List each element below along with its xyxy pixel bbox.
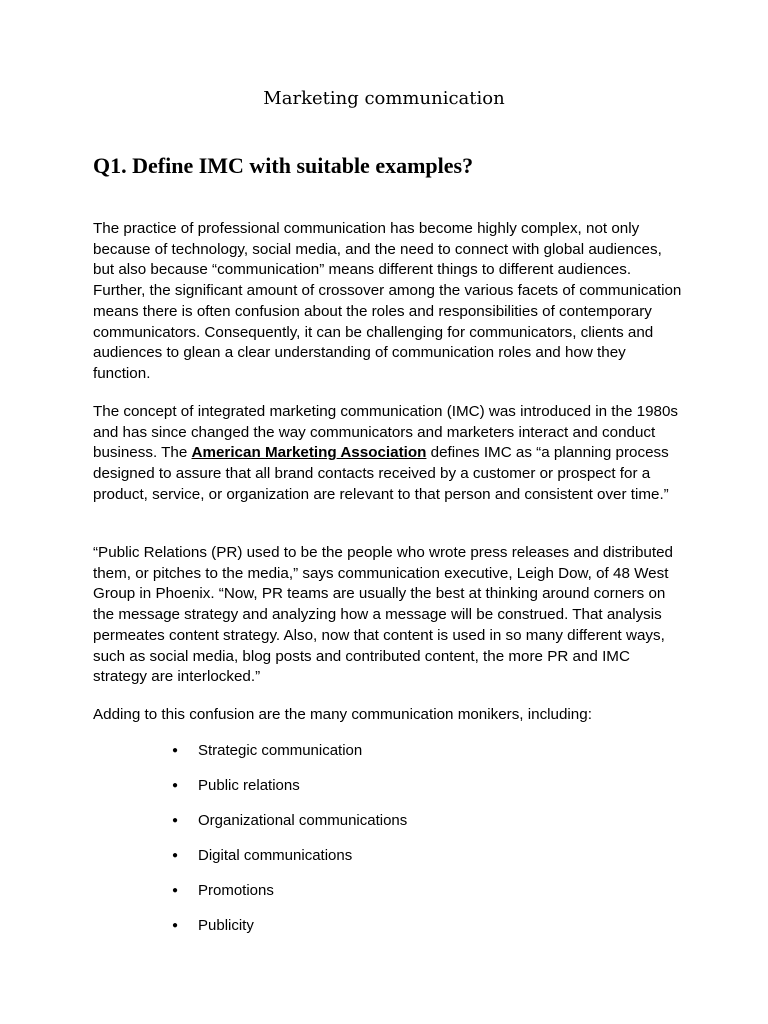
moniker-list bbox=[172, 740, 407, 950]
bullet-icon: ● bbox=[172, 745, 179, 756]
bullet-icon: ● bbox=[172, 780, 179, 791]
list-item-label: Public relations bbox=[198, 777, 300, 794]
ama-link[interactable]: American Marketing Association bbox=[191, 444, 427, 462]
paragraph-text: The concept of integrated marketing communication (IMC) was introduced in the 1980s and has since changed the way communicators and marketers interact and conduct business. The bbox=[93, 403, 679, 462]
paragraph-pr-quote: “Public Relations (PR) used to be the people who wrote press releases and distributed them, or pitches to the media,” says communication executive, Leigh Dow, of 48 West Group in Phoenix. “Now, PR teams are usually the best at thinking around corners on the message strategy and analyzing how a message will be construed. That analysis permeates content strategy. Also, now that content is used in so many different ways, such as social media, blog posts and contributed content, the more PR and IMC strategy are interlocked.” bbox=[93, 544, 673, 686]
list-item bbox=[172, 740, 407, 775]
list-item bbox=[172, 845, 407, 880]
list-item-label: Publicity bbox=[198, 917, 254, 934]
bullet-icon: ● bbox=[172, 815, 179, 826]
list-item bbox=[172, 775, 407, 810]
paragraph-intro: The practice of professional communication has become highly complex, not only because of technology, social media, and the need to connect with global audiences, but also because “communication” means different things to different audiences. Further, the significant amount of crossover among the various facets of communication means there is often confusion about the roles and responsibilities of contemporary communicators. Consequently, it can be challenging for communicators, clients and audiences to glean a clear understanding of communication roles and how they function. bbox=[93, 220, 682, 382]
paragraph-list-intro: Adding to this confusion are the many communication monikers, including: bbox=[93, 706, 592, 723]
list-item-label: Organizational communications bbox=[198, 812, 408, 829]
document-title: Marketing communication bbox=[263, 88, 505, 109]
list-item bbox=[172, 810, 407, 845]
list-item-label: Digital communications bbox=[198, 847, 353, 864]
paragraph-imc-concept bbox=[93, 402, 683, 506]
bullet-icon: ● bbox=[172, 850, 179, 861]
list-item-label: Strategic communication bbox=[198, 742, 363, 759]
question-heading: Q1. Define IMC with suitable examples? bbox=[93, 153, 474, 178]
bullet-icon: ● bbox=[172, 920, 179, 931]
paragraph-text: defines IMC as “a planning process designed to assure that all brand contacts received by a customer or prospect for a product, service, or organization are relevant to that person and consistent over time.” bbox=[93, 444, 669, 503]
list-item bbox=[172, 915, 407, 950]
list-item-label: Promotions bbox=[198, 882, 274, 899]
list-item bbox=[172, 880, 407, 915]
bullet-icon: ● bbox=[172, 885, 179, 896]
